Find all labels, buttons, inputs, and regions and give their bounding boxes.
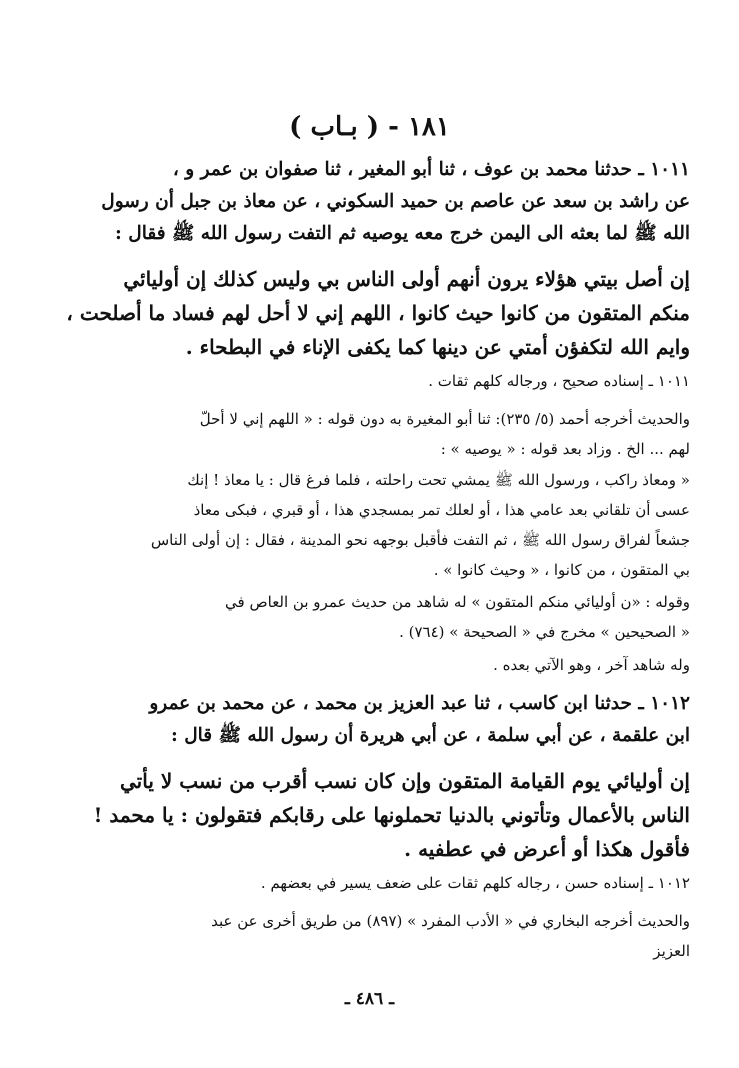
text-line: والحديث أخرجه أحمد (٥/ ٢٣٥): ثنا أبو المغيرة به دون قوله : « اللهم إني لا أحلّ [199, 410, 690, 428]
hadith-1012-takhrij [50, 906, 690, 966]
text-line: بي المتقون ، من كانوا ، « وحيث كانوا » . [433, 561, 690, 579]
grading-text: ١٠١١ ـ إسناده صحيح ، ورجاله كلهم ثقات . [428, 372, 690, 390]
hadith-1011-matn [50, 262, 690, 364]
page-number: ـ ٤٨٦ ـ [344, 989, 395, 1009]
grading-text: ١٠١٢ ـ إسناده حسن ، رجاله كلهم ثقات على ضعف يسير في بعضهم . [260, 874, 690, 892]
text-line: ١٠١١ ـ حدثنا محمد بن عوف ، ثنا أبو المغير ، ثنا صفوان بن عمر و ، [172, 159, 690, 180]
text-line: الناس بالأعمال وتأتوني بالدنيا تحملونها على رقابكم فتقولون : يا محمد ! [93, 803, 690, 827]
text-line: عسى أن تلقاني بعد عامي هذا ، أو لعلك تمر بمسجدي هذا ، أو قبري ، فبكى معاذ [193, 501, 690, 519]
hadith-1012-matn [50, 764, 690, 866]
text-line: وله شاهد آخر ، وهو الآتي بعده . [493, 656, 690, 674]
hadith-1011-witness [50, 587, 690, 647]
text-line: الله ﷺ لما بعثه الى اليمن خرج معه يوصيه ثم التفت رسول الله ﷺ فقال : [115, 223, 690, 244]
text-line: وقوله : «ن أوليائي منكم المتقون » له شاهد من حديث عمرو بن العاص في [225, 593, 690, 611]
hadith-1011-quote [50, 465, 690, 585]
hadith-1012-grading [50, 868, 690, 898]
text-line: « الصحيحين » مخرج في « الصحيحة » (٧٦٤) . [399, 623, 690, 641]
text-line: ابن علقمة ، عن أبي سلمة ، عن أبي هريرة أن رسول الله ﷺ قال : [170, 725, 690, 746]
text-line: منكم المتقون من كانوا حيث كانوا ، اللهم إني لا أحل لهم فساد ما أصلحت ، [66, 301, 690, 325]
text-line: فأقول هكذا أو أعرض في عطفيه . [404, 837, 690, 861]
text-line: والحديث أخرجه البخاري في « الأدب المفرد » (٨٩٧) من طريق أخرى عن عبد [211, 912, 690, 930]
hadith-1012-isnad [50, 688, 690, 752]
text-line: « ومعاذ راكب ، ورسول الله ﷺ يمشي تحت راحلته ، فلما فرغ قال : يا معاذ ! إنك [187, 471, 690, 489]
text-line: إن أوليائي يوم القيامة المتقون وإن كان نسب أقرب من نسب لا يأتي [120, 769, 690, 793]
hadith-1011-grading [50, 366, 690, 396]
hadith-1011-takhrij [50, 404, 690, 464]
text-line: العزيز [653, 942, 690, 960]
chapter-heading: ١٨١ - ( بـاب ) [289, 112, 450, 142]
text-line: وايم الله لتكفؤن أمتي عن دينها كما يكفى الإناء في البطحاء . [185, 335, 690, 359]
text-line: ١٠١٢ ـ حدثنا ابن كاسب ، ثنا عبد العزيز بن محمد ، عن محمد بن عمرو [149, 693, 690, 714]
text-line: إن أصل بيتي هؤلاء يرون أنهم أولى الناس بي وليس كذلك إن أوليائي [123, 267, 690, 291]
text-line: جشعاً لفراق رسول الله ﷺ ، ثم التفت فأقبل بوجهه نحو المدينة ، فقال : إن أولى الناس [150, 531, 690, 549]
hadith-1011-other-witness [50, 650, 690, 680]
text-line: عن راشد بن سعد عن عاصم بن حميد السكوني ، عن معاذ بن جبل أن رسول [101, 191, 690, 212]
text-line: لهم ... الخ . وزاد بعد قوله : « يوصيه » : [440, 440, 690, 458]
hadith-1011-isnad [50, 154, 690, 250]
